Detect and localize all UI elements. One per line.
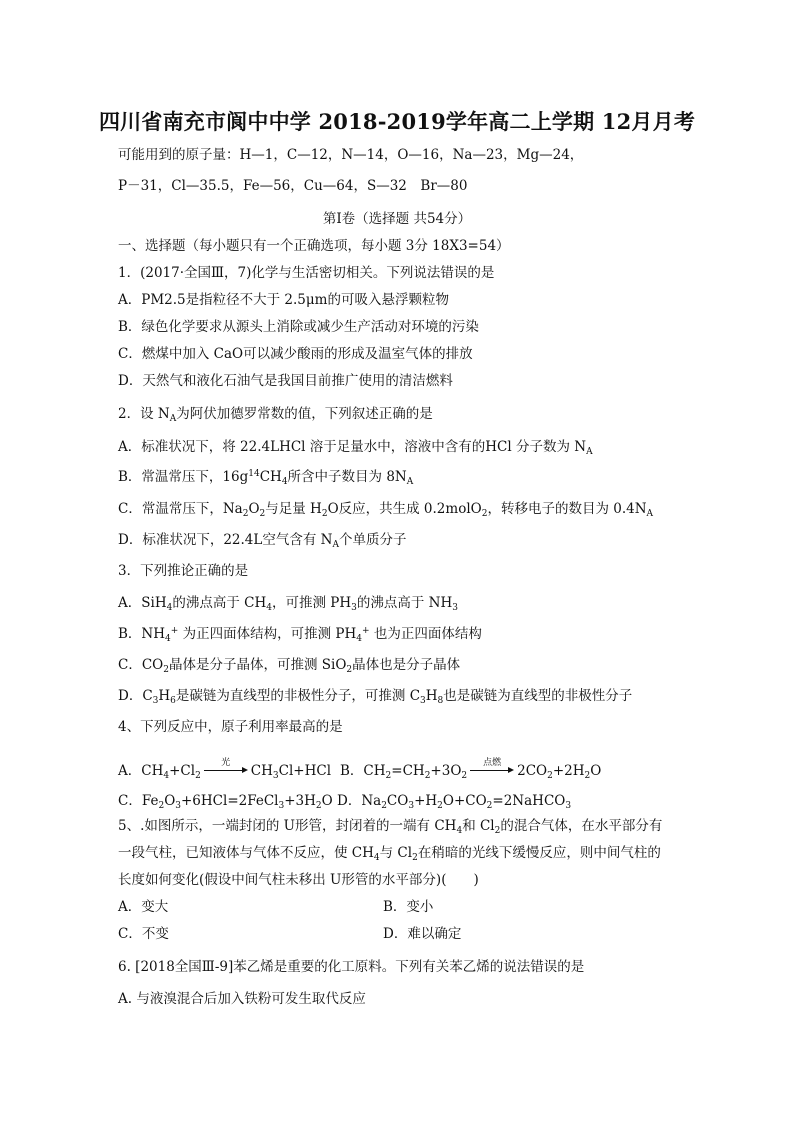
q5-stem-line-2: 一段气柱，已知液体与气体不反应，使 $CH_4$与 $Cl_2$在稍暗的光线下缓慢反应，则中间气柱的 [118, 845, 661, 863]
reaction-arrow-light: 光 [204, 762, 248, 776]
q2-option-a: A．标准状况下，将 22.4LHCl 溶于足量水中，溶液中含有的HCl 分子数为 $N_A$ [118, 439, 593, 457]
q2-option-c: C．常温常压下，$Na_2O_2$与足量 $H_2O$反应，共生成 0.2molO$_2$，转移电子的数目为 $0.4N_A$ [118, 501, 654, 519]
q3-option-c: C．$CO_2$晶体是分子晶体，可推测 SiO$_2$晶体也是分子晶体 [118, 657, 461, 675]
atomic-masses-line-2: P－31，Cl—35.5，Fe—56，Cu—64，S—32 Br—80 [118, 178, 468, 194]
q4-option-d: D．$Na_2CO_3+H_2O+CO_2=2NaHCO_3$ [337, 793, 572, 811]
section-title: 第Ⅰ卷（选择题 共54分） [322, 211, 472, 227]
q3-stem: 3．下列推论正确的是 [118, 563, 249, 579]
q2-option-d: D．标准状况下，22.4L空气含有 $N_A$个单质分子 [118, 532, 407, 550]
q5-option-b: B．变小 [383, 899, 434, 915]
q1-option-b: B．绿色化学要求从源头上消除或减少生产活动对环境的污染 [118, 319, 479, 335]
reaction-arrow-ignite: 点燃 [470, 762, 514, 776]
q1-stem: 1．(2017·全国Ⅲ，7)化学与生活密切相关。下列说法错误的是 [118, 265, 495, 281]
q6-stem: 6. [2018全国Ⅲ-9]苯乙烯是重要的化工原料。下列有关苯乙烯的说法错误的是 [118, 959, 585, 975]
q5-option-d: D．难以确定 [383, 926, 462, 942]
q1-option-a: A．PM2.5是指粒径不大于 2.5μm的可吸入悬浮颗粒物 [118, 292, 449, 308]
q3-option-a: A．SiH$_4$的沸点高于 $CH_4$，可推测 $PH_3$的沸点高于 $NH_3$ [118, 595, 458, 613]
q1-option-d: D．天然气和液化石油气是我国目前推广使用的清洁燃料 [118, 373, 453, 389]
q5-stem-line-1: 5、.如图所示，一端封闭的 U形管，封闭着的一端有 $CH_4$和 $Cl_2$的混合气体，在水平部分有 [118, 818, 663, 836]
q4-stem: 4、下列反应中，原子利用率最高的是 [118, 719, 343, 735]
q3-option-b: B．$NH_4^+$ 为正四面体结构，可推测 $PH_4^+$ 也为正四面体结构 [118, 626, 482, 644]
q4-option-b: B．$CH_2=CH_2+3O_2$ 点燃 $2CO_2+2H_2O$ [340, 758, 602, 781]
q4-option-a: A．$CH_4+Cl_2$ 光 $CH_3Cl+HCl$ [118, 758, 332, 781]
q5-stem-line-3: 长度如何变化(假设中间气柱未移出 U形管的水平部分)( ) [118, 872, 479, 888]
part-heading: 一、选择题（每小题只有一个正确选项，每小题 3分 18X3=54） [118, 238, 510, 254]
q5-option-c: C．不变 [118, 926, 169, 942]
q2-option-b: B．常温常压下，$16g^{14}CH_4$所含中子数目为 $8N_A$ [118, 469, 414, 487]
q5-option-a: A．变大 [118, 899, 169, 915]
q3-option-d: D．$C_3H_6$是碳链为直线型的非极性分子，可推测 $C_3H_8$也是碳链为直线型的非极性分子 [118, 688, 633, 706]
page-title: 四川省南充市阆中中学 2018-2019学年高二上学期 12月月考 [98, 109, 696, 134]
q4-option-c: C．$Fe_2O_3+6HCl=2FeCl_3+3H_2O$ [118, 793, 333, 811]
atomic-masses-line-1: 可能用到的原子量：H—1，C—12，N—14，O—16，Na—23，Mg—24， [118, 147, 584, 163]
q1-option-c: C．燃煤中加入 CaO可以减少酸雨的形成及温室气体的排放 [118, 346, 473, 362]
q6-option-a: A. 与液溴混合后加入铁粉可发生取代反应 [118, 991, 366, 1007]
q2-stem: 2．设 $N_A$为阿伏加德罗常数的值，下列叙述正确的是 [118, 406, 433, 424]
